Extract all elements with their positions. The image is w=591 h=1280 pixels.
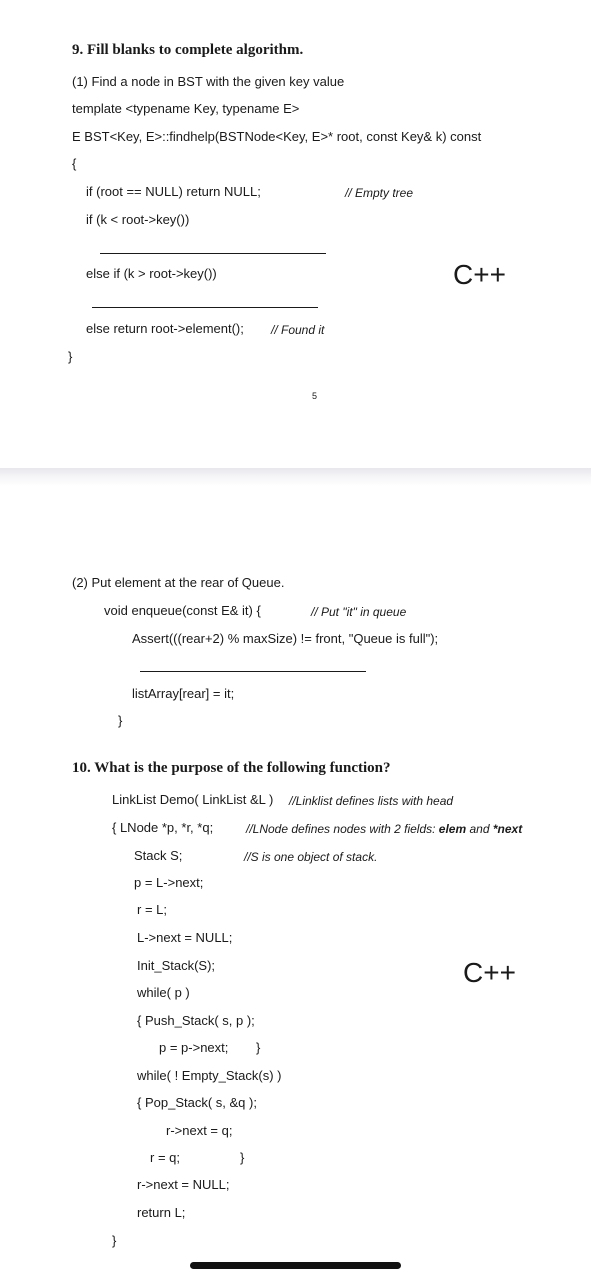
findhelp-signature: E BST<Key, E>::findhelp(BSTNode<Key, E>* root, const Key& k) const (72, 129, 482, 144)
while-empty-line: while( ! Empty_Stack(s) ) (137, 1068, 282, 1083)
stack-declaration: Stack S; (134, 848, 183, 863)
else-return-line: else return root->element(); (86, 321, 244, 336)
push-stack-line: { Push_Stack( s, p ); (137, 1013, 255, 1028)
assert-line: Assert(((rear+2) % maxSize) != front, "Queue is full"); (132, 631, 439, 646)
return-line: return L; (137, 1205, 186, 1220)
page-divider (0, 468, 591, 486)
language-tag: C++ (453, 259, 506, 290)
q9-part2-title: (2) Put element at the rear of Queue. (72, 575, 285, 590)
lnode-comment (246, 821, 522, 837)
q9-heading: 9. Fill blanks to complete algorithm. (72, 42, 304, 58)
lnode-comment-elem: elem (438, 822, 467, 836)
init-stack-line: Init_Stack(S); (137, 958, 216, 973)
if-less-line: if (k < root->key()) (86, 212, 190, 227)
r-assign-line: r = L; (137, 902, 167, 917)
linklist-comment: //Linklist defines lists with head (289, 794, 454, 808)
p-next-line: p = p->next; (159, 1040, 229, 1055)
null-check-line: if (root == NULL) return NULL; (86, 184, 261, 199)
declaration-line: { LNode *p, *r, *q; (112, 820, 214, 835)
stack-comment: //S is one object of stack. (244, 850, 378, 864)
pop-close-brace: } (240, 1150, 245, 1165)
blank-line-3 (140, 671, 366, 672)
p-assign-line: p = L->next; (134, 875, 204, 890)
demo-signature: LinkList Demo( LinkList &L ) (112, 792, 274, 807)
r-next-q-line: r->next = q; (166, 1123, 233, 1138)
enqueue-signature: void enqueue(const E& it) { (104, 603, 261, 618)
blank-line-1 (100, 253, 326, 254)
else-if-line: else if (k > root->key()) (86, 266, 217, 281)
demo-close-brace: } (112, 1233, 117, 1248)
template-line: template <typename Key, typename E> (72, 101, 300, 116)
while-p-line: while( p ) (137, 985, 190, 1000)
found-it-comment: // Found it (271, 323, 325, 337)
l-null-line: L->next = NULL; (137, 930, 233, 945)
enqueue-close-brace: } (118, 713, 123, 728)
lnode-comment-prefix: //LNode defines nodes with 2 fields: (246, 822, 439, 836)
open-brace: { (72, 156, 77, 171)
pop-stack-line: { Pop_Stack( s, &q ); (137, 1095, 257, 1110)
lnode-comment-and: and (466, 822, 493, 836)
language-tag-2: C++ (463, 957, 516, 988)
push-close-brace: } (256, 1040, 261, 1055)
q9-part1-title: (1) Find a node in BST with the given key value (72, 74, 345, 89)
put-it-comment: // Put "it" in queue (311, 605, 407, 619)
q10-heading: 10. What is the purpose of the following function? (72, 760, 391, 776)
empty-tree-comment: // Empty tree (345, 186, 414, 200)
lnode-comment-next: *next (492, 822, 523, 836)
r-q-line: r = q; (150, 1150, 180, 1165)
blank-line-2 (92, 307, 318, 308)
home-indicator[interactable] (190, 1262, 401, 1269)
r-null-line: r->next = NULL; (137, 1177, 230, 1192)
assign-line: listArray[rear] = it; (132, 686, 235, 701)
close-brace: } (68, 349, 73, 364)
page-number: 5 (312, 391, 318, 401)
